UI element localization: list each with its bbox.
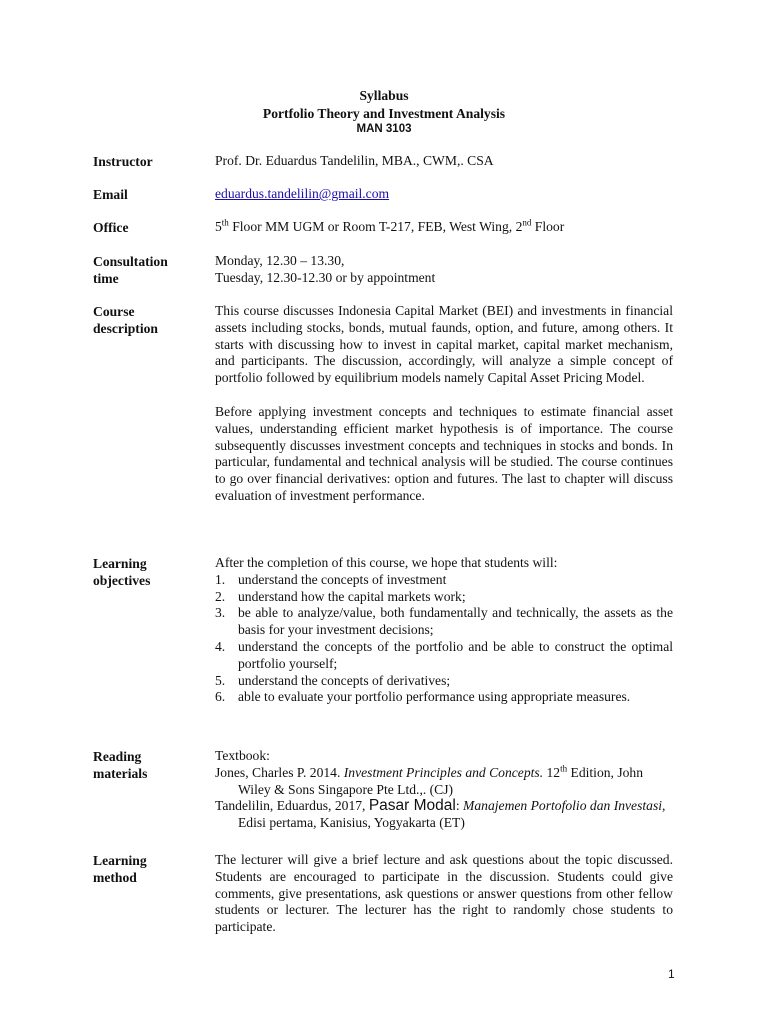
instructor-value: Prof. Dr. Eduardus Tandelilin, MBA., CWM,. CSA xyxy=(215,153,494,168)
email-label: Email xyxy=(93,187,128,202)
instructor-label: Instructor xyxy=(93,154,153,169)
office-label: Office xyxy=(93,220,129,235)
learning-objectives-content xyxy=(215,555,673,706)
learning-objectives-label: Learning objectives xyxy=(93,556,151,588)
course-description-text xyxy=(215,303,673,505)
email-link[interactable]: eduardus.tandelilin@gmail.com xyxy=(215,186,390,201)
objective-text: understand how the capital markets work; xyxy=(238,588,466,604)
objective-item xyxy=(215,589,673,606)
objective-text: understand the concepts of derivatives; xyxy=(238,672,451,688)
reading-materials-content xyxy=(215,748,673,832)
objective-text: be able to analyze/value, both fundamentally and technically, the assets as the basis for your investment decisions; xyxy=(238,605,673,638)
objective-text: able to evaluate your portfolio performance using appropriate measures. xyxy=(238,689,631,705)
objective-item xyxy=(215,572,673,589)
objective-number: 4. xyxy=(215,638,226,654)
reference-tandelilin: Tandelilin, Eduardus, 2017, Pasar Modal: Manajemen Portofolio dan Investasi, Edisi pertama, Kanisius, Yogyakarta (ET) xyxy=(215,797,666,831)
textbook-heading: Textbook: xyxy=(215,748,270,763)
objective-item xyxy=(215,673,673,690)
course-code: MAN 3103 xyxy=(356,123,412,135)
reference-jones: Jones, Charles P. 2014. Investment Principles and Concepts. 12th Edition, John Wiley & Sons Singapore Pte Ltd.,. (CJ) xyxy=(215,763,644,797)
objective-number: 1. xyxy=(215,571,226,587)
objectives-intro: After the completion of this course, we hope that students will: xyxy=(215,555,558,570)
course-name: Portfolio Theory and Investment Analysis xyxy=(262,106,506,121)
objective-number: 6. xyxy=(215,689,226,705)
objective-number: 3. xyxy=(215,605,226,621)
objective-text: understand the concepts of the portfolio and be able to construct the optimal portfolio yourself; xyxy=(238,638,673,671)
learning-method-label: Learning method xyxy=(93,853,147,885)
consultation-label: Consultation time xyxy=(93,254,168,286)
course-description-label: Course description xyxy=(93,304,158,336)
office-value: 5th Floor MM UGM or Room T-217, FEB, West Wing, 2nd Floor xyxy=(215,217,565,234)
objective-item xyxy=(215,639,673,673)
objective-item xyxy=(215,689,673,706)
objective-item xyxy=(215,605,673,639)
description-paragraph-2: Before applying investment concepts and techniques to estimate financial asset values, understanding efficient market hypothesis is of importance. The course subsequently discusses investment concepts and techniques in stocks and bonds. In particular, fundamental and technical analysis will be studied. The course continues to go over financial derivatives: option and futures. The last to chapter will discuss evaluation of investment performance. xyxy=(215,403,673,503)
document-title: Syllabus xyxy=(359,88,409,103)
objective-number: 2. xyxy=(215,588,226,604)
page-number: 1 xyxy=(668,967,675,981)
objective-text: understand the concepts of investment xyxy=(238,571,447,587)
objectives-list xyxy=(215,572,673,706)
description-paragraph-1: This course discusses Indonesia Capital Market (BEI) and investments in financial assets including stocks, bonds, mutual faunds, option, and future, among others. It starts with discussing how to invest in capital market, capital market mechanism, and participants. The discussion, accordingly, will analyze a simple concept of portfolio followed by equilibrium models namely Capital Asset Pricing Model. xyxy=(215,303,673,386)
reading-materials-label: Reading materials xyxy=(93,749,148,781)
consultation-value: Monday, 12.30 – 13.30, Tuesday, 12.30-12.30 or by appointment xyxy=(215,253,436,285)
learning-method-text: The lecturer will give a brief lecture and ask questions about the topic discussed. Students are encouraged to participate in the discussion. Students could give comments, give presentations, ask questions or answer questions from other fellow students or lecturer. The lecturer has the right to randomly chose students to participate. xyxy=(215,852,673,935)
objective-number: 5. xyxy=(215,672,226,688)
